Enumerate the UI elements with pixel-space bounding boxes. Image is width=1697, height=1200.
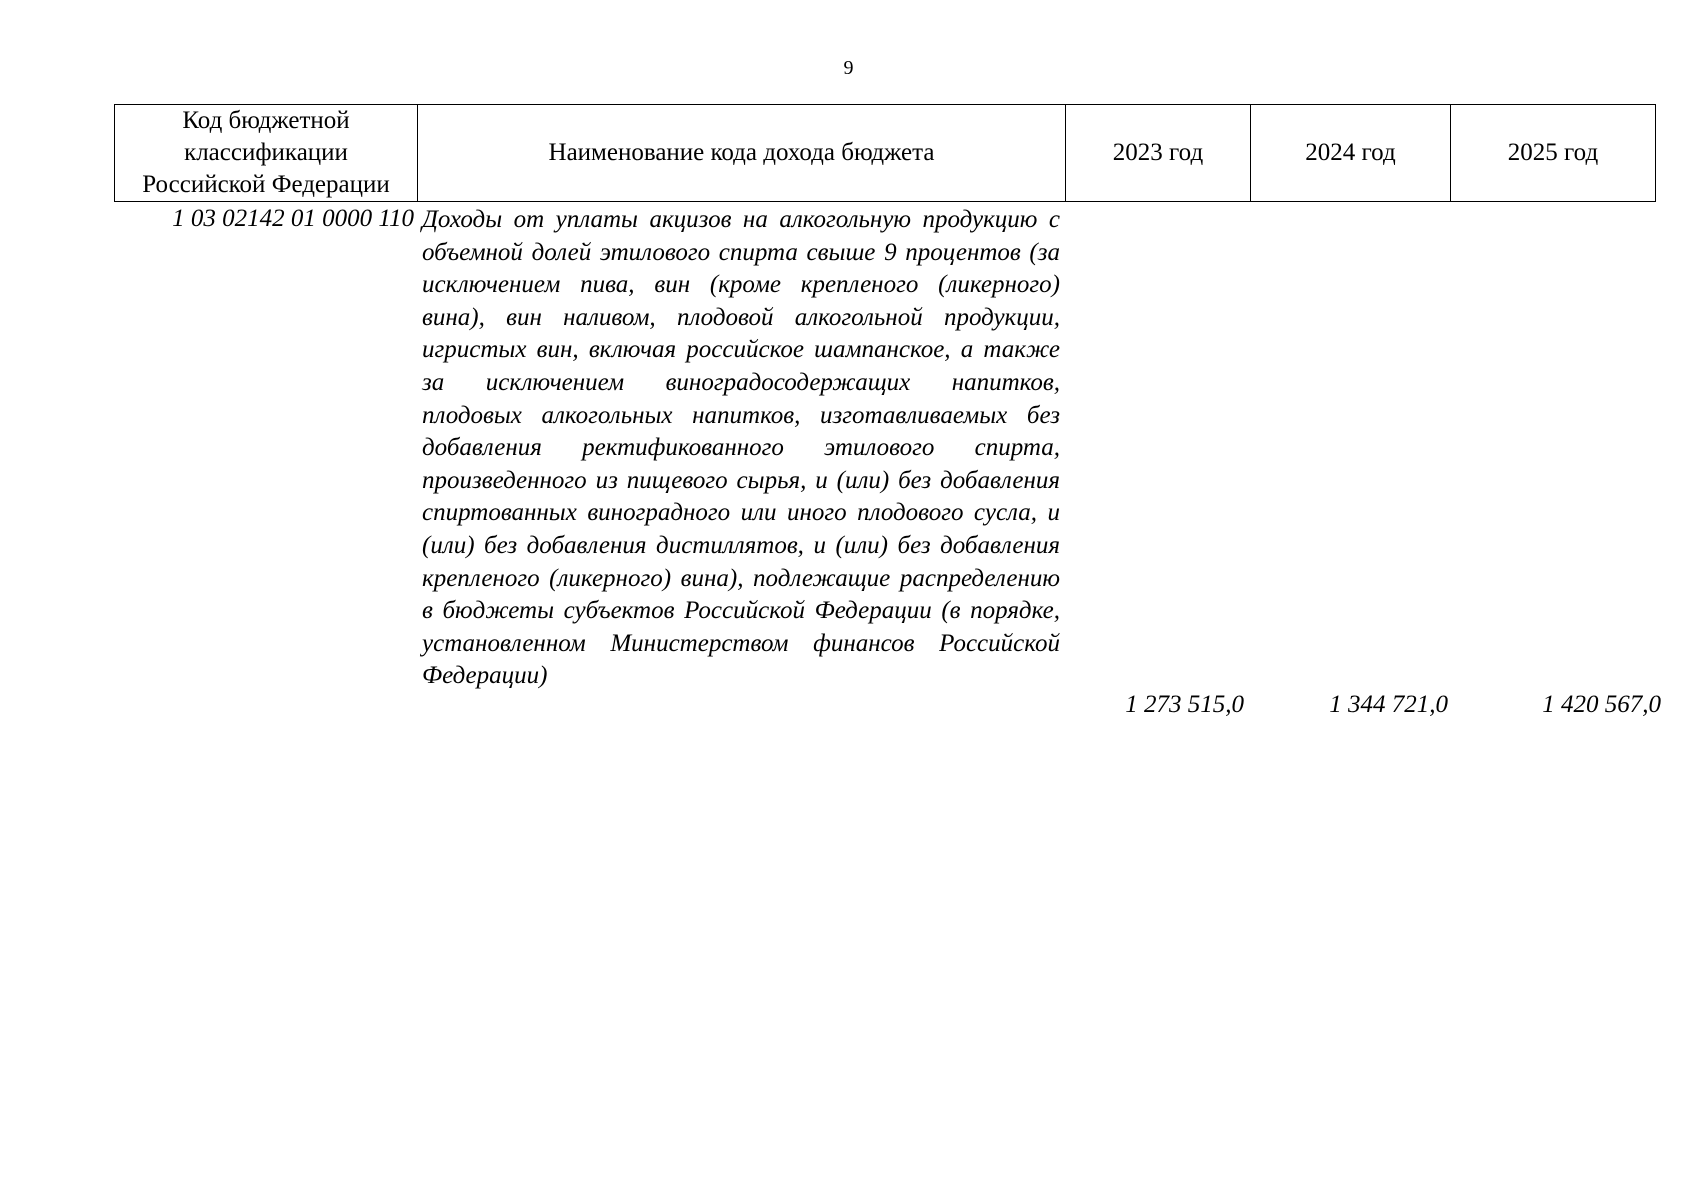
header-revenue-name: Наименование кода дохода бюджета bbox=[418, 105, 1066, 202]
row-budget-code: 1 03 02142 01 0000 110 bbox=[172, 205, 414, 232]
header-year-2023: 2023 год bbox=[1066, 105, 1251, 202]
page-number: 9 bbox=[843, 57, 854, 79]
header-year-2025: 2025 год bbox=[1451, 105, 1656, 202]
header-budget-code-line-3: Российской Федерации bbox=[142, 171, 390, 198]
header-year-2024: 2024 год bbox=[1251, 105, 1451, 202]
row-value-2025: 1 420 567,0 bbox=[1542, 691, 1661, 718]
table-header-row bbox=[115, 105, 1656, 202]
header-budget-code-line-1: Код бюджетной bbox=[182, 107, 350, 134]
row-value-2023: 1 273 515,0 bbox=[1125, 691, 1244, 718]
header-budget-code bbox=[115, 105, 418, 202]
row-value-2024: 1 344 721,0 bbox=[1329, 691, 1448, 718]
row-revenue-name: Доходы от уплаты акцизов на алкогольную продукцию с объемной долей этилового спирта свыше 9 процентов (за исключением пива, вин (кроме крепленого (ликерного) вина), вин наливом, плодовой алкогольной продукции, игристых вин, включая российское шампанское, а также за исключением виноградосодержащих напитков, плодовых алкогольных напитков, изготавливаемых без добавления ректификованного этилового спирта, произведенного из пищевого сырья, и (или) без добавления спиртованных виноградного или иного плодового сусла, и (или) без добавления дистиллятов, и (или) без добавления крепленого (ликерного) вина), подлежащие распределению в бюджеты субъектов Российской Федерации (в порядке, установленном Министерством финансов Российской Федерации) bbox=[422, 206, 1060, 690]
header-budget-code-line-2: классификации bbox=[184, 139, 348, 166]
revenue-table-header bbox=[114, 104, 1656, 202]
